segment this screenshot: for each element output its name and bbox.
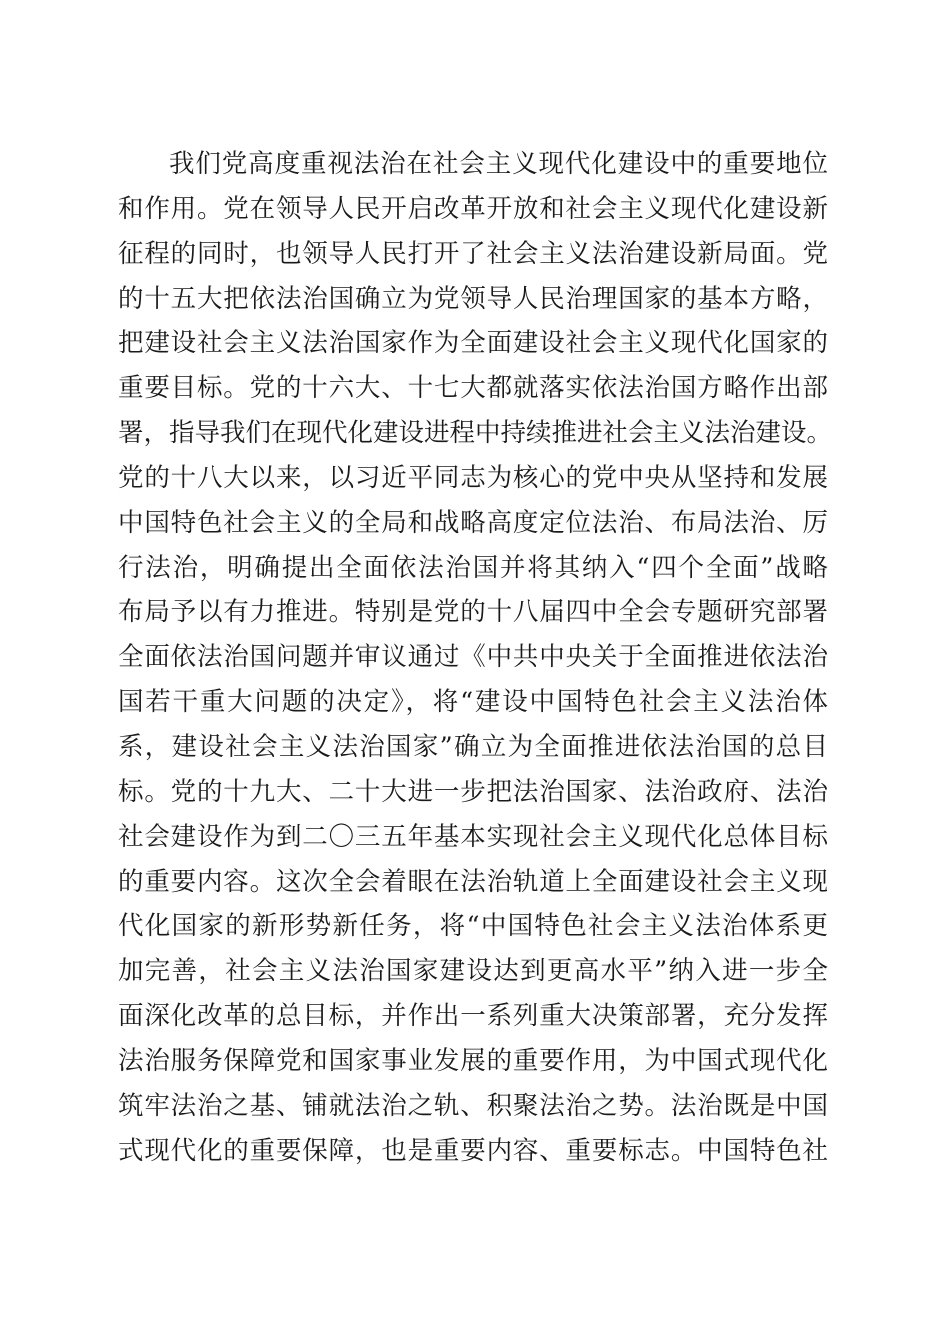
text-line: 标。党的十九大、二十大进一步把法治国家、法治政府、法治 [118, 776, 828, 807]
text-line: 的重要内容。这次全会着眼在法治轨道上全面建设社会主义现 [118, 866, 828, 897]
text-line: 国若干重大问题的决定》，将“建设中国特色社会主义法治体 [118, 687, 828, 718]
text-line: 面深化改革的总目标，并作出一系列重大决策部署，充分发挥 [118, 1001, 828, 1032]
text-line: 我们党高度重视法治在社会主义现代化建设中的重要地位 [169, 149, 828, 179]
text-line: 社会建设作为到二〇三五年基本实现社会主义现代化总体目标 [118, 821, 828, 852]
text-line: 和作用。党在领导人民开启改革开放和社会主义现代化建设新 [118, 193, 828, 224]
text-line: 中国特色社会主义的全局和战略高度定位法治、布局法治、厉 [118, 507, 828, 538]
text-line: 系，建设社会主义法治国家”确立为全面推进依法治国的总目 [118, 731, 828, 762]
text-line: 法治服务保障党和国家事业发展的重要作用，为中国式现代化 [118, 1045, 828, 1076]
text-line: 的十五大把依法治国确立为党领导人民治理国家的基本方略， [118, 283, 828, 314]
text-line: 征程的同时，也领导人民打开了社会主义法治建设新局面。党 [118, 238, 828, 269]
text-line: 署，指导我们在现代化建设进程中持续推进社会主义法治建设。 [118, 418, 833, 449]
text-line: 式现代化的重要保障，也是重要内容、重要标志。中国特色社 [118, 1135, 828, 1166]
text-line: 行法治，明确提出全面依法治国并将其纳入“四个全面”战略 [118, 552, 828, 583]
text-line: 全面依法治国问题并审议通过《中共中央关于全面推进依法治 [118, 642, 828, 673]
text-line: 把建设社会主义法治国家作为全面建设社会主义现代化国家的 [118, 328, 828, 359]
body-paragraph [118, 142, 833, 1173]
text-line: 布局予以有力推进。特别是党的十八届四中全会专题研究部署 [118, 597, 828, 628]
text-line: 代化国家的新形势新任务，将“中国特色社会主义法治体系更 [118, 911, 828, 942]
text-line: 重要目标。党的十六大、十七大都就落实依法治国方略作出部 [118, 373, 828, 404]
text-line: 加完善，社会主义法治国家建设达到更高水平”纳入进一步全 [118, 956, 828, 987]
text-line: 党的十八大以来，以习近平同志为核心的党中央从坚持和发展 [118, 462, 828, 493]
text-line: 筑牢法治之基、铺就法治之轨、积聚法治之势。法治既是中国 [118, 1090, 828, 1121]
